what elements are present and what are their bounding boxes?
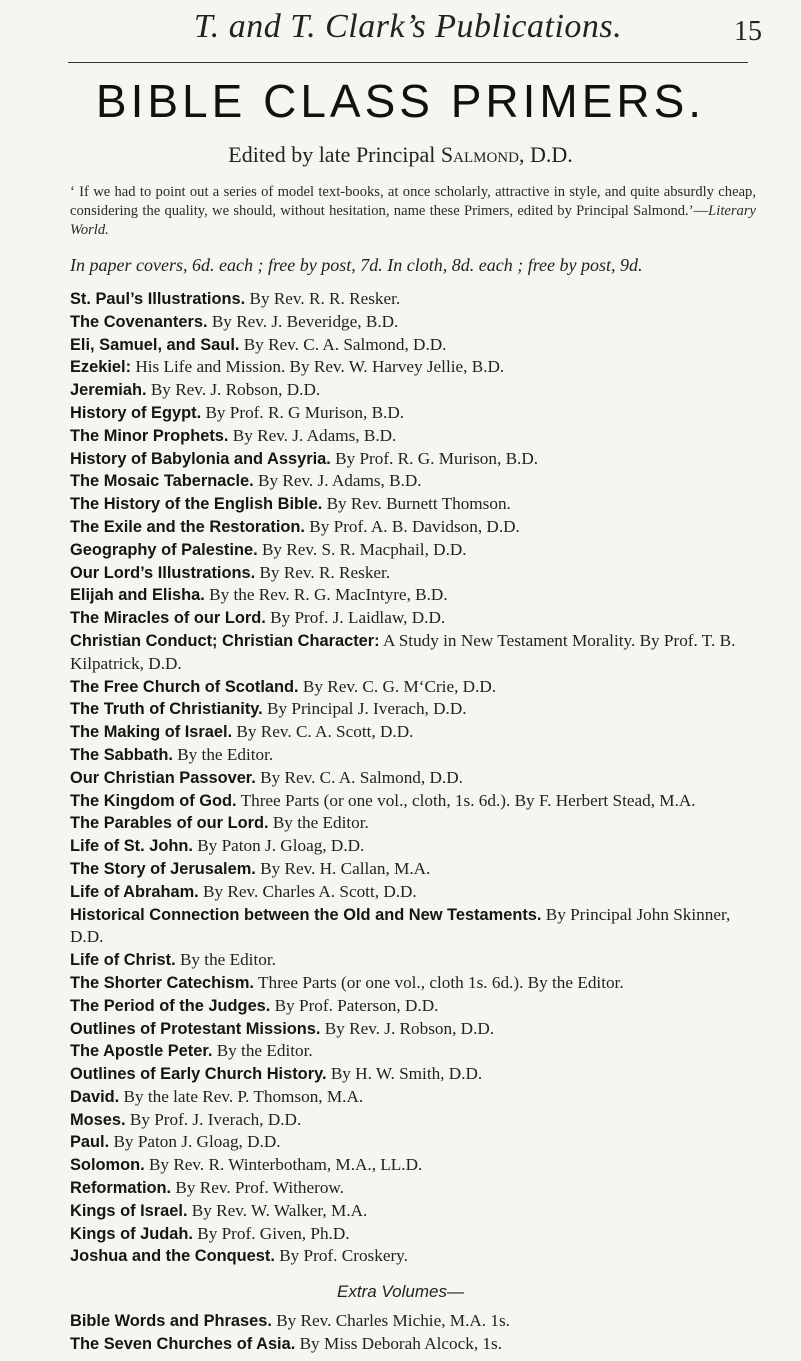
list-item (70, 1109, 762, 1132)
entry-author: By Rev. H. Callan, M.A. (255, 858, 431, 878)
entry-author: By Rev. C. A. Salmond, D.D. (239, 334, 447, 354)
running-header (68, 6, 762, 63)
review-quote (70, 183, 756, 240)
list-item (70, 744, 762, 767)
entry-author: By Rev. C. A. Scott, D.D. (232, 722, 414, 742)
list-item (70, 356, 762, 379)
extra-volumes-heading: Extra Volumes— (337, 1282, 464, 1301)
entry-title: The Apostle Peter. (70, 1042, 213, 1061)
list-item (70, 562, 762, 585)
entry-title: The Seven Churches of Asia. (70, 1334, 296, 1353)
entry-author: By Rev. J. Adams, B.D. (228, 425, 397, 445)
entry-title: The Mosaic Tabernacle. (70, 472, 254, 491)
list-item (70, 1177, 762, 1200)
quote-text: ‘ If we had to point out a series of model text-books, at once scholarly, attractive in style, and quite absurdly cheap, considering the quality, we should, without hesitation, name these Primers, edited by Principal Salmond.’— (70, 184, 756, 219)
entry-author: By Rev. C. A. Salmond, D.D. (255, 767, 463, 787)
entry-title: Historical Connection between the Old and New Testaments. (70, 905, 542, 924)
entry-author: By Paton J. Gloag, D.D. (109, 1132, 281, 1152)
entry-author: Three Parts (or one vol., cloth, 1s. 6d.). By F. Herbert Stead, M.A. (236, 790, 696, 810)
entry-title: David. (70, 1087, 120, 1106)
list-item (70, 425, 762, 448)
entry-title: The Covenanters. (70, 312, 208, 331)
entry-title: The Sabbath. (70, 745, 173, 764)
running-title: T. and T. Clark’s Publications. (193, 8, 623, 45)
entry-author: By Principal J. Iverach, D.D. (262, 699, 467, 719)
entry-title: Paul. (70, 1133, 110, 1152)
entry-author: By Prof. Given, Ph.D. (192, 1223, 350, 1243)
entry-author: By the Editor. (268, 813, 369, 833)
entry-author: By the late Rev. P. Thomson, M.A. (119, 1086, 364, 1106)
entry-title: Life of St. John. (70, 837, 193, 856)
list-item (70, 334, 762, 357)
entry-author: By Prof. J. Laidlaw, D.D. (265, 608, 446, 628)
entry-author: By the Rev. R. G. MacIntyre, B.D. (204, 585, 448, 605)
editor-line (0, 142, 801, 168)
entry-title: Kings of Judah. (70, 1224, 193, 1243)
list-item (70, 288, 762, 311)
editor-prefix: Edited by late Principal (228, 142, 441, 167)
list-item (70, 812, 762, 835)
entry-title: Christian Conduct; Christian Character: (70, 631, 380, 650)
editor-name: Salmond, D.D. (440, 142, 573, 167)
entry-author: By Paton J. Gloag, D.D. (192, 836, 365, 856)
entry-title: Eli, Samuel, and Saul. (70, 335, 240, 354)
entry-title: Jeremiah. (70, 381, 147, 400)
list-item (70, 1131, 762, 1154)
entry-title: The Free Church of Scotland. (70, 677, 299, 696)
entry-author: By H. W. Smith, D.D. (326, 1064, 483, 1084)
list-item (70, 1245, 762, 1268)
list-item (70, 630, 762, 676)
entry-title: Bible Words and Phrases. (70, 1312, 272, 1330)
primer-list (70, 288, 762, 1268)
list-item (70, 858, 762, 881)
list-item (70, 379, 762, 402)
entry-author: By Rev. J. Robson, D.D. (320, 1018, 495, 1038)
entry-title: Elijah and Elisha. (70, 586, 205, 605)
entry-author: By the Editor. (212, 1041, 313, 1061)
list-item (70, 1310, 762, 1333)
entry-title: Our Christian Passover. (70, 768, 256, 787)
entry-author: By the Editor. (175, 950, 276, 970)
entry-title: The History of the English Bible. (70, 495, 323, 514)
entry-author: By Prof. R. G Murison, B.D. (201, 402, 405, 422)
entry-author: By Rev. S. R. Macphail, D.D. (257, 539, 467, 559)
entry-author: By Prof. R. G. Murison, B.D. (330, 448, 539, 468)
entry-author: By Rev. J. Beveridge, B.D. (207, 311, 399, 331)
entry-title: Life of Abraham. (70, 882, 199, 901)
list-item (70, 904, 762, 950)
extra-volumes-list (70, 1310, 762, 1356)
entry-title: Reformation. (70, 1179, 172, 1198)
entry-title: Solomon. (70, 1156, 145, 1175)
list-item (70, 721, 762, 744)
entry-title: The Minor Prophets. (70, 426, 229, 445)
entry-author: By Prof. J. Iverach, D.D. (125, 1109, 302, 1129)
entry-title: Moses. (70, 1110, 126, 1129)
entry-author: His Life and Mission. By Rev. W. Harvey Jellie, B.D. (131, 357, 505, 377)
price-line: In paper covers, 6d. each ; free by post, 7d. In cloth, 8d. each ; free by post, 9d. (70, 255, 643, 275)
list-item (70, 1333, 762, 1356)
page-title: BIBLE CLASS PRIMERS. (95, 75, 706, 127)
page-number: 15 (734, 16, 762, 47)
list-item (70, 607, 762, 630)
list-item (70, 1086, 762, 1109)
entry-title: Our Lord’s Illustrations. (70, 563, 256, 582)
list-item (70, 790, 762, 813)
entry-author: By Rev. R. R. Resker. (245, 289, 401, 308)
entry-title: History of Babylonia and Assyria. (70, 449, 331, 468)
list-item (70, 1154, 762, 1177)
list-item (70, 676, 762, 699)
list-item (70, 539, 762, 562)
list-item (70, 767, 762, 790)
list-item (70, 1018, 762, 1041)
entry-title: Geography of Palestine. (70, 540, 258, 559)
list-item (70, 972, 762, 995)
entry-author: By Rev. Charles A. Scott, D.D. (198, 881, 417, 901)
entry-title: The Story of Jerusalem. (70, 859, 256, 878)
entry-author: By Rev. Burnett Thomson. (322, 494, 511, 514)
list-item (70, 493, 762, 516)
list-item (70, 995, 762, 1018)
entry-title: St. Paul’s Illustrations. (70, 290, 246, 308)
list-item (70, 1223, 762, 1246)
entry-title: Kings of Israel. (70, 1201, 188, 1220)
list-item (70, 949, 762, 972)
list-item (70, 835, 762, 858)
list-item (70, 881, 762, 904)
entry-author: By Miss Deborah Alcock, 1s. (295, 1333, 503, 1353)
entry-author: By Prof. A. B. Davidson, D.D. (304, 516, 520, 536)
entry-title: History of Egypt. (70, 403, 202, 422)
entry-author: By Prof. Paterson, D.D. (270, 995, 439, 1015)
entry-title: Joshua and the Conquest. (70, 1247, 275, 1266)
entry-title: The Exile and the Restoration. (70, 517, 305, 536)
list-item (70, 1200, 762, 1223)
list-item (70, 1040, 762, 1063)
list-item (70, 1063, 762, 1086)
entry-title: The Truth of Christianity. (70, 700, 263, 719)
list-item (70, 311, 762, 334)
entry-title: The Period of the Judges. (70, 996, 271, 1015)
entry-title: The Miracles of our Lord. (70, 609, 266, 628)
entry-author: By Rev. Prof. Witherow. (171, 1178, 345, 1198)
quote-source: Literary World. (70, 203, 756, 238)
entry-title: The Kingdom of God. (70, 791, 237, 810)
list-item (70, 698, 762, 721)
entry-title: The Shorter Catechism. (70, 973, 254, 992)
entry-title: The Parables of our Lord. (70, 814, 269, 833)
list-item (70, 584, 762, 607)
entry-title: The Making of Israel. (70, 723, 233, 742)
entry-author: By Rev. Charles Michie, M.A. 1s. (271, 1311, 510, 1330)
list-item (70, 516, 762, 539)
list-item (70, 448, 762, 471)
entry-author: By Rev. J. Robson, D.D. (146, 380, 321, 400)
entry-title: Outlines of Early Church History. (70, 1065, 327, 1084)
entry-title: Life of Christ. (70, 951, 176, 970)
entry-author: By Rev. C. G. M‘Crie, D.D. (298, 676, 497, 696)
entry-author: By Rev. J. Adams, B.D. (253, 471, 422, 491)
entry-author: A Study in New Testament Morality. By Prof. T. B. Kilpatrick, D.D. (70, 630, 736, 673)
list-item (70, 470, 762, 493)
entry-author: By Principal John Skinner, D.D. (70, 904, 731, 947)
entry-author: By the Editor. (172, 744, 274, 764)
entry-author: By Prof. Croskery. (274, 1246, 408, 1266)
entry-author: Three Parts (or one vol., cloth 1s. 6d.). By the Editor. (254, 972, 624, 992)
entry-author: By Rev. W. Walker, M.A. (187, 1200, 368, 1220)
entry-title: Outlines of Protestant Missions. (70, 1019, 321, 1038)
entry-author: By Rev. R. Winterbotham, M.A., LL.D. (144, 1155, 423, 1175)
list-item (70, 402, 762, 425)
entry-title: Ezekiel: (70, 358, 132, 377)
entry-author: By Rev. R. Resker. (255, 562, 391, 582)
